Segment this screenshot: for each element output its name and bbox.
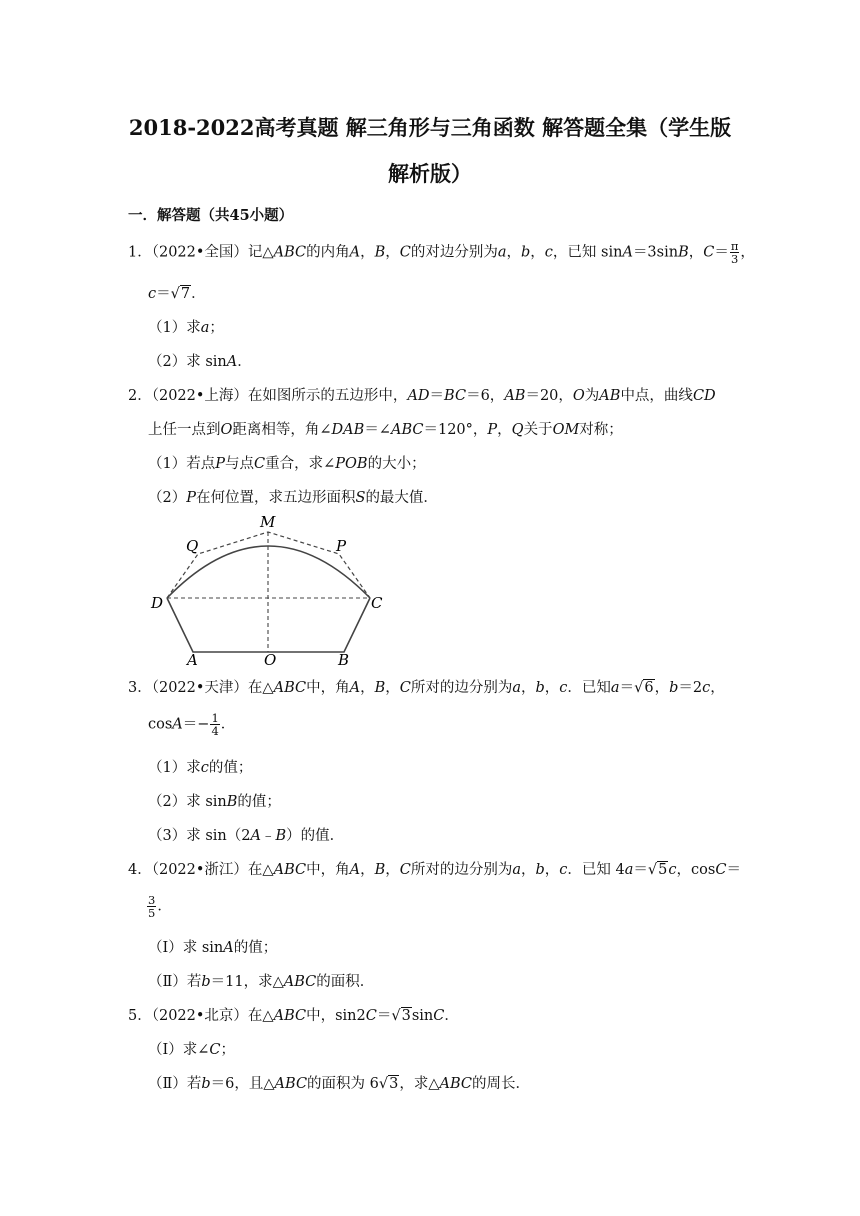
label-a: A [187,651,198,669]
label-c: C [371,594,383,612]
q1-part-1: （1）求a； [148,320,224,336]
document-title-line-2: 解析版） [388,161,472,186]
label-o: O [264,651,277,669]
section-heading: 一．解答题（共45小题） [128,207,294,224]
q5-part-1: （Ⅰ）求∠C； [148,1042,235,1058]
label-p: P [336,537,347,555]
q1-part-2: （2）求 sinA． [148,354,252,370]
q5-line-1: 5．（2022•北京）在△ABC中，sin2C＝√3sinC． [128,1008,459,1024]
q4-part-2: （Ⅱ）若b＝11，求△ABC的面积． [148,974,375,990]
q3-line-2: cosA＝− $\frac{1}{4}$ ． [148,711,236,738]
q2-line-2: 上任一点到O距离相等，角∠DAB＝∠ABC＝120°，P，Q关于OM对称； [148,422,623,438]
label-b: B [338,651,350,669]
q3-part-3: （3）求 sin（2A﹣B）的值． [148,828,345,844]
sqrt-6: √6 [634,680,654,696]
pentagon-figure [140,510,400,670]
label-d: D [151,594,164,612]
q1-line-1: 1．（2022•全国）记△ABC的内角A，B，C的对边分别为a，b，c，已知 sinA＝3sinB，C＝ $\frac{\pi}{3}$ ， [128,239,755,266]
q4-line-2: $\frac{3}{5}$ ． [148,893,172,920]
fraction-three-fifths: $\frac{3}{5}$ [148,893,156,920]
q3-part-2: （2）求 sinB的值； [148,794,281,810]
q4-part-1: （Ⅰ）求 sinA的值； [148,940,278,956]
q3-line-1: 3．（2022•天津）在△ABC中，角A，B，C所对的边分别为a，b，c．已知a＝√6，b＝2c， [128,680,725,696]
sqrt-3: √3 [391,1008,411,1024]
q2-part-2: （2）P在何位置，求五边形面积S的最大值． [148,490,438,506]
label-q: Q [186,537,199,555]
q4-line-1: 4．（2022•浙江）在△ABC中，角A，B，C所对的边分别为a，b，c．已知 4a＝√5c，cosC＝ [128,862,741,878]
label-m: M [260,513,276,531]
sqrt-7: √7 [170,286,191,302]
fraction-pi-over-3: $\frac{\pi}{3}$ [730,239,739,266]
document-title-line-1: 2018-2022高考真题 解三角形与三角函数 解答题全集（学生版 [128,115,732,140]
sqrt-3-area: √3 [378,1076,399,1092]
q2-line-1: 2．（2022•上海）在如图所示的五边形中，AD＝BC＝6，AB＝20，O为AB中点，曲线CD [128,388,716,404]
fraction-one-quarter: $\frac{1}{4}$ [211,711,219,738]
q5-part-2: （Ⅱ）若b＝6，且△ABC的面积为 6√3，求△ABC的周长． [148,1076,531,1092]
q1-line-2: c＝√7． [148,286,206,302]
q2-part-1: （1）若点P与点C重合，求∠POB的大小； [148,456,426,472]
q3-part-1: （1）求c的值； [148,760,253,776]
sqrt-5: √5 [647,862,668,878]
